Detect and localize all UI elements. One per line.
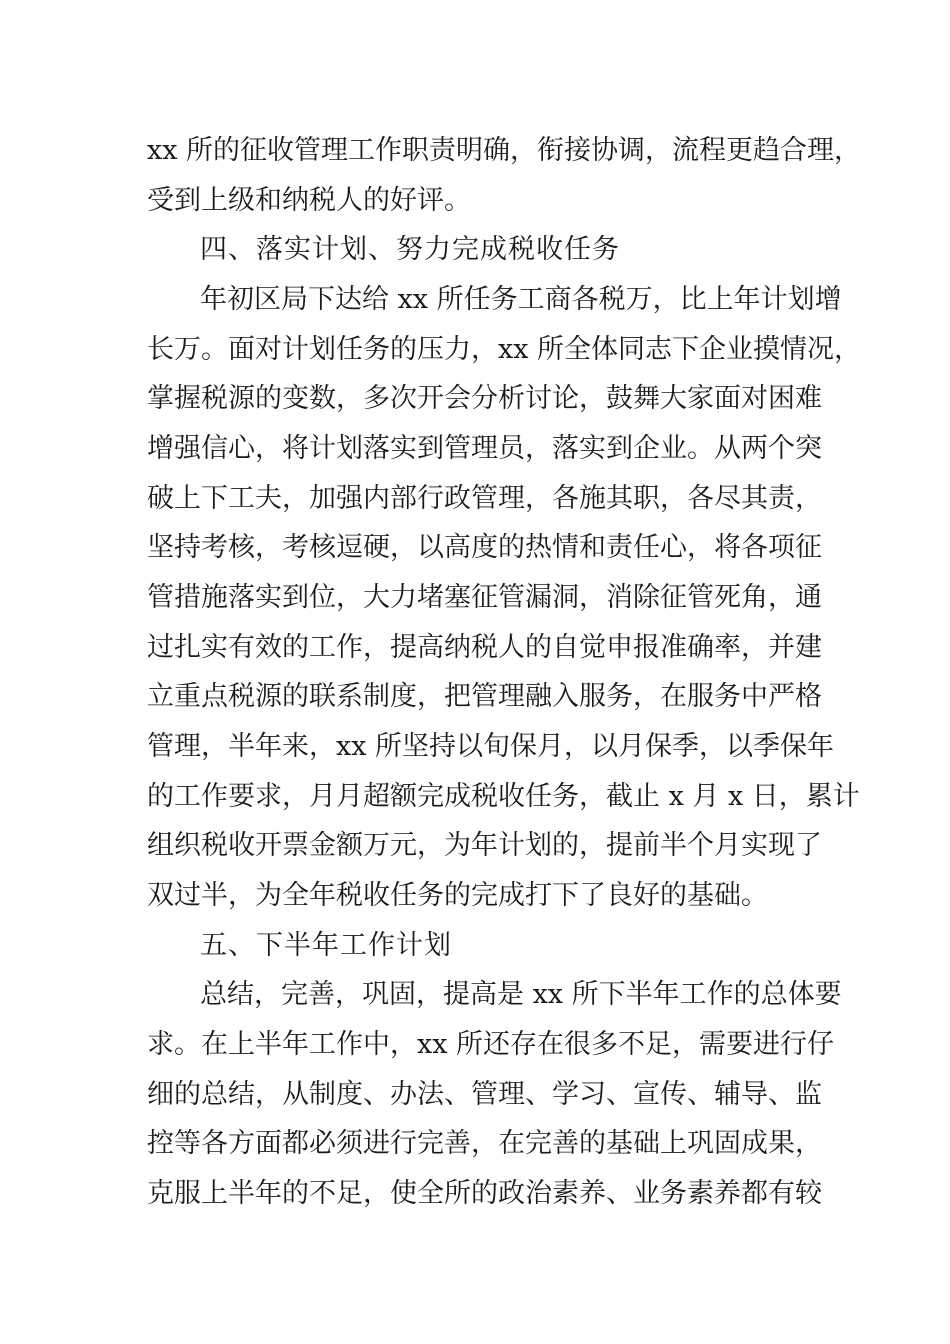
paragraph-line: 增强信心，将计划落实到管理员，落实到企业。从两个突	[147, 433, 822, 464]
section-heading-five: 五、下半年工作计划	[200, 930, 452, 961]
paragraph-line: 总结，完善，巩固，提高是 xx 所下半年工作的总体要	[200, 979, 842, 1010]
paragraph-line: 立重点税源的联系制度，把管理融入服务，在服务中严格	[147, 681, 822, 712]
paragraph-line: 的工作要求，月月超额完成税收任务，截止 x 月 x 日，累计	[147, 781, 860, 812]
paragraph-line: 管理，半年来，xx 所坚持以旬保月，以月保季，以季保年	[147, 731, 835, 762]
section-heading-four: 四、落实计划、努力完成税收任务	[200, 234, 620, 265]
paragraph-line: 细的总结，从制度、办法、管理、学习、宣传、辅导、监	[147, 1079, 822, 1110]
paragraph-line: xx 所的征收管理工作职责明确，衔接协调，流程更趋合理，	[147, 135, 862, 166]
paragraph-line: 控等各方面都必须进行完善，在完善的基础上巩固成果，	[147, 1128, 822, 1159]
paragraph-line: 求。在上半年工作中，xx 所还存在很多不足，需要进行仔	[147, 1029, 835, 1060]
paragraph-line: 管措施落实到位，大力堵塞征管漏洞，消除征管死角，通	[147, 582, 822, 613]
paragraph-line: 年初区局下达给 xx 所任务工商各税万，比上年计划增	[200, 284, 842, 315]
paragraph-line: 掌握税源的变数，多次开会分析讨论，鼓舞大家面对困难	[147, 383, 822, 414]
paragraph-line: 坚持考核，考核逗硬，以高度的热情和责任心，将各项征	[147, 532, 822, 563]
paragraph-line: 长万。面对计划任务的压力，xx 所全体同志下企业摸情况，	[147, 334, 862, 365]
paragraph-line: 克服上半年的不足，使全所的政治素养、业务素养都有较	[147, 1178, 822, 1209]
paragraph-line: 双过半，为全年税收任务的完成打下了良好的基础。	[147, 880, 768, 911]
paragraph-line: 破上下工夫，加强内部行政管理，各施其职，各尽其责，	[147, 483, 822, 514]
paragraph-line: 受到上级和纳税人的好评。	[147, 185, 471, 216]
paragraph-line: 组织税收开票金额万元，为年计划的，提前半个月实现了	[147, 830, 822, 861]
paragraph-line: 过扎实有效的工作，提高纳税人的自觉申报准确率，并建	[147, 632, 822, 663]
